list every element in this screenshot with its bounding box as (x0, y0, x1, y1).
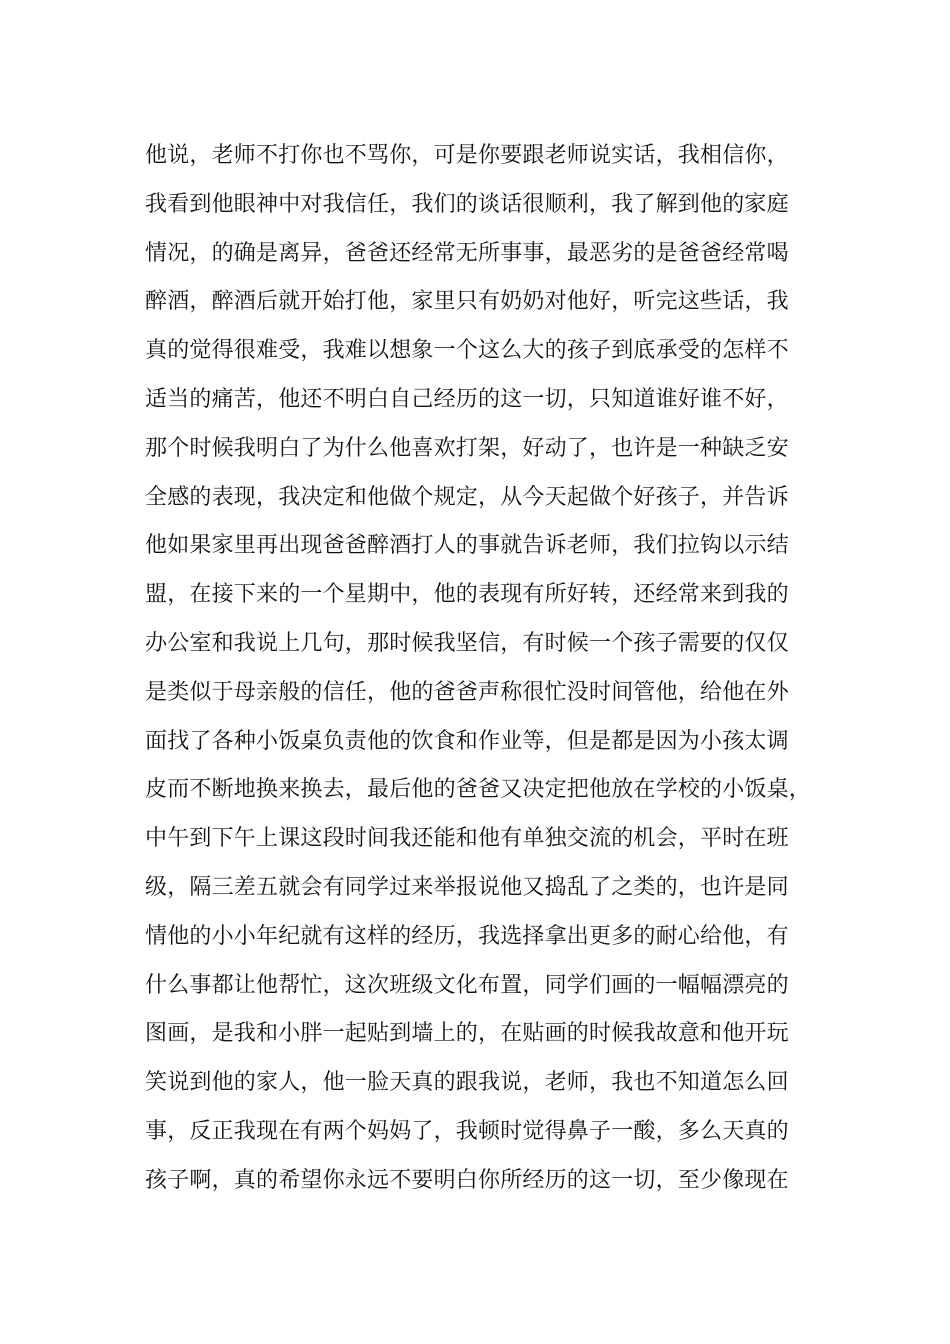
text-line: 笑说到他的家人，他一脸天真的跟我说，老师，我也不知道怎么回 (145, 1070, 789, 1096)
body-text (145, 132, 845, 1206)
text-line: 醉酒，醉酒后就开始打他，家里只有奶奶对他好，听完这些话，我 (145, 289, 789, 315)
text-line: 中午到下午上课这段时间我还能和他有单独交流的机会，平时在班 (145, 826, 789, 852)
text-line: 他如果家里再出现爸爸醉酒打人的事就告诉老师，我们拉钩以示结 (145, 533, 789, 559)
text-line: 真的觉得很难受，我难以想象一个这么大的孩子到底承受的怎样不 (145, 338, 789, 364)
text-line: 事，反正我现在有两个妈妈了，我顿时觉得鼻子一酸，多么天真的 (145, 1118, 789, 1144)
text-line: 图画，是我和小胖一起贴到墙上的，在贴画的时候我故意和他开玩 (145, 1021, 789, 1047)
text-line: 盟，在接下来的一个星期中，他的表现有所好转，还经常来到我的 (145, 582, 789, 608)
text-line: 他说，老师不打你也不骂你，可是你要跟老师说实话，我相信你， (145, 143, 789, 168)
text-line: 什么事都让他帮忙，这次班级文化布置，同学们画的一幅幅漂亮的 (145, 972, 789, 998)
text-line: 孩子啊，真的希望你永远不要明白你所经历的这一切，至少像现在 (145, 1167, 789, 1193)
text-line: 我看到他眼神中对我信任，我们的谈话很顺利，我了解到他的家庭 (145, 191, 789, 217)
text-line: 皮而不断地换来换去，最后他的爸爸又决定把他放在学校的小饭桌， (145, 777, 812, 803)
text-line: 情他的小小年纪就有这样的经历，我选择拿出更多的耐心给他，有 (145, 923, 789, 949)
text-line: 面找了各种小饭桌负责他的饮食和作业等，但是都是因为小孩太调 (145, 728, 789, 754)
text-line: 适当的痛苦，他还不明白自己经历的这一切，只知道谁好谁不好， (145, 386, 789, 412)
text-line: 级，隔三差五就会有同学过来举报说他又捣乱了之类的，也许是同 (145, 874, 789, 900)
text-line: 全感的表现，我决定和他做个规定，从今天起做个好孩子，并告诉 (145, 484, 789, 510)
text-line: 是类似于母亲般的信任，他的爸爸声称很忙没时间管他，给他在外 (145, 679, 789, 705)
text-line: 那个时候我明白了为什么他喜欢打架，好动了，也许是一种缺乏安 (145, 435, 789, 461)
text-line: 情况，的确是离异，爸爸还经常无所事事，最恶劣的是爸爸经常喝 (145, 240, 789, 266)
text-line: 办公室和我说上几句，那时候我坚信，有时候一个孩子需要的仅仅 (145, 630, 789, 656)
